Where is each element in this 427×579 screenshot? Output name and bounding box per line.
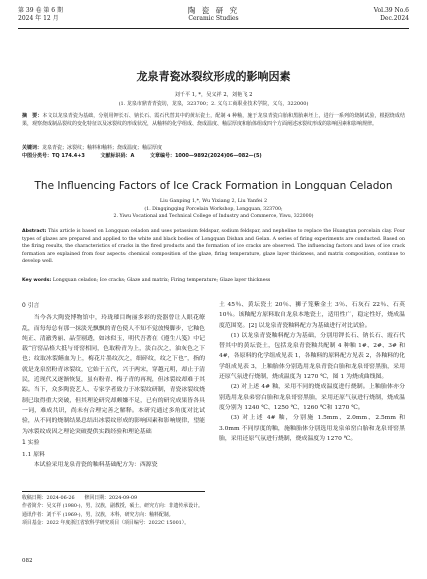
abstract-en-text: This article is based on Longquan celadon and uses potassium feldspar, sodium feldspar, and nepheline to replace the Huangtan porcelain clay. Four types of glazes are prepared and applied to the white and black bodies of Longquan Dishan and Gelan. A series of firing experiments are conducted. Based on the firing results, the characteristics of cracks in the fired products and the formation of ice cracks are observed. The influencing factors and laws of ice crack formation are explained from four aspects: chemical composition of the glaze, firing temperature, glaze layer thickness, and matrix composition, continue to develop well. — [22, 229, 406, 265]
footnote-dates: 收稿日期：2024-06-26 修回日期：2024-09-09 — [22, 495, 138, 501]
abstract-cn — [22, 113, 405, 128]
header-center — [18, 7, 409, 23]
paragraph: (2) 对上述 4# 釉，采用不同的烧成温度进行烧制。上釉胎体亦分别选用龙泉弟窑白胎和龙泉哥窑黑胎，采用还原气氛进行烧制，烧成温度分别为 1240 ℃、1250 ℃、1260 ℃和 1270 ℃。 — [219, 384, 405, 411]
affiliation-en-line2: 2. Yiwu Vocational and Technical College of Industry and Commerce, Yiwu, 322000) — [113, 214, 314, 219]
keywords-en-label: Key words: — [22, 278, 52, 283]
article-number: 文章编号：1000—9892(2024)06—082—(5) — [149, 153, 262, 159]
body-column-right — [219, 300, 405, 444]
affiliation-en — [0, 206, 427, 220]
affiliation-cn: (1. 龙泉市鼎青青瓷坊，龙泉，323700；2. 义乌工商职业技术学院，义乌，322000) — [118, 101, 309, 107]
keywords-en-text: Longquan celadon; Ice cracks; Glaze and matrix; Firing temperature; Glaze layer thickness — [52, 278, 271, 283]
running-header — [18, 7, 409, 29]
abstract-cn-text: 本文以龙泉青瓷为基础，分别用钾长石、钠长石、霞石代替其中的黄坛瓷土，配制 4 种釉，施于龙泉青瓷白胎和黑胎素坯上，进行一系列的烧制试验，根据烧成结果，观察烧成制品裂纹的变化特征以及冰裂纹的形成状况，从釉料的化学组成、烧成温度、釉层厚度和胎体组成四个方面阐述冰裂纹形成的影响因素和影响规律。 — [22, 113, 405, 127]
authors-en: Liu Ganping 1,*, Wu Yixiang 2, Liu Yanfei 2 — [159, 198, 268, 204]
paragraph: (3) 对上述 4# 釉，分别施 1.5mm、2.0mm、2.5mm 和 3.0mm 不同厚度的釉，施釉胎体分别选用龙泉弟窑白胎和龙泉哥窑黑胎，采用还原气氛进行烧制，烧成温度为 1270 ℃。 — [219, 415, 405, 442]
affiliation-en-line1: (1. Dingqingqing Porcelain Workshop, Longquan, 323700; — [144, 207, 283, 212]
body-column-left — [22, 300, 205, 471]
article-title-en: The Influencing Factors of Ice Crack Formation in Longquan Celadon — [34, 180, 393, 192]
document-code: 文献标识码：A — [100, 153, 135, 159]
authors-cn: 刘千平 1, *，吴义祥 2，刘艳飞 2 — [174, 92, 253, 98]
volume-issue: 第 39 卷 第 6 期 — [18, 7, 63, 14]
article-title-cn: 龙泉青瓷冰裂纹形成的影响因素 — [136, 70, 291, 83]
issue-date: 2024 年 12 月 — [18, 15, 59, 22]
keywords-cn — [22, 145, 405, 152]
section-heading-intro: 0 引言 — [22, 303, 40, 309]
classification-line — [22, 153, 405, 160]
header-right — [374, 7, 409, 23]
paragraph: 本试验采用龙泉青瓷的釉料基础配方为：西源瓷 — [33, 462, 158, 469]
abstract-en — [22, 228, 405, 266]
paragraph: 当今各大陶瓷博物馆中，玲珑璀目绚丽多彩的瓷器曾让人眼花缭乱，而每每总有那一抹淡光飘飘的青色使人不知不觉放慢脚步，它釉色纯正、清澈秀丽、晶莹剔透，如冰似玉，明代吾著在《遵生八笺》中记载“官窑品格大抵与哥窑相同，色取粉青为上，淡白次之，油灰色之下也；纹取冰裂鳝血为上，梅花片墨纹次之，细碎纹，纹之下也”，指的就是龙泉窑粉青冰裂纹，它始于五代，兴于两宋，穿越元明，却止于清民，近现代又逐渐恢复，虽有粉青、梅子青的再现，但冰裂纹却难于其踪。当下，众多陶瓷艺人、专家学者致力于冰裂纹研制，青瓷冰裂纹烧制已取得重大突破，但其理论研究却颇嫌不足，已有的研究成果皆各具一词，难成共识，尚未有合理完善之解释。本研究通过多角度对比试验，从不同的烧制结果总结出冰裂纹形成的影响因素和影响规律，望能为冰裂纹成因之理论突破提供实践经验和理论基础 — [22, 315, 205, 435]
keywords-cn-text: 龙泉青瓷；冰裂纹；釉料和釉料；烧成温度；釉层厚度 — [42, 145, 163, 151]
journal-name-cn: 陶 瓷 研 究 — [187, 6, 240, 15]
journal-name-en: Ceramic Studies — [188, 15, 239, 22]
page-number: 082 — [22, 558, 33, 564]
footnote-funding: 项目基金：2022 年度浙江省软科学研究项目（项目编号：2022C 15001）。 — [22, 519, 190, 526]
keywords-en — [22, 277, 405, 284]
subsection-heading-materials: 1.1 原料 — [22, 452, 46, 459]
abstract-en-label: Abstract: — [22, 229, 47, 234]
abstract-cn-label: 摘 要： — [22, 113, 43, 119]
clc-number: 中图分类号：TQ 174.4+3 — [22, 153, 85, 159]
paragraph: (1) 以龙泉青瓷釉料配方为基础，分别用钾长石、钠长石、霞石代替其中的黄坛瓷土，包括龙泉青瓷釉共配制 4 种釉 1#、2#、3# 和 4#，各原料的化学组成见表 1，各釉料的原料配方见表 2，各釉料的化学组成见表 3，上釉胎体分别选用龙泉青瓷白胎和龙泉哥窑黑胎，采用还原气氛进行烧制，烧成温度为 1270 ℃，图 1 为烧成曲线图。 — [219, 332, 405, 381]
footnote-block — [22, 491, 205, 527]
keywords-cn-label: 关键词： — [22, 145, 43, 151]
paragraph: 土 45％、黄坛瓷土 20％、狮子笼紫金土 3％、石灰石 22％、石英 10％。该釉配方原料取自龙泉本地瓷土，适用性广，稳定性好，烧成温度范围宽。[2] 以龙泉青瓷釉料配方为基础进行对比试验。 — [219, 302, 405, 329]
footnote-author: 作者简介：吴义祥 (1980-)，男，汉族，副教授，硕士，研究方向：非遗传承设计。 — [22, 503, 203, 510]
section-heading-experiment: 1 实验 — [22, 439, 40, 446]
volume-issue-en: Vol.39 No.6 — [373, 7, 409, 14]
footnote-corresponding: 通讯作者：刘千平 (1969-)，男，汉族，本科，研究方向：釉料配制。 — [22, 511, 174, 518]
issue-date-en: Dec.2024 — [380, 15, 409, 22]
